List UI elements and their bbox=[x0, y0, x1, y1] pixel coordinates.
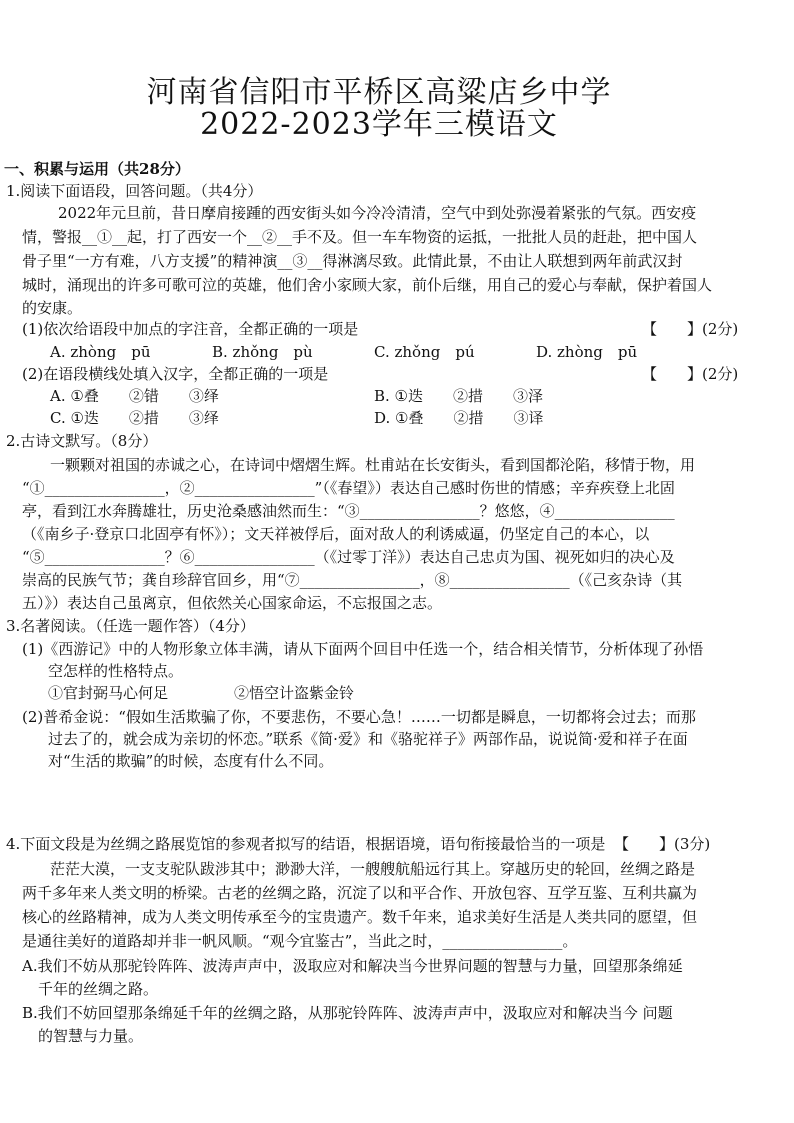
q4-option-b-line: 的智慧与力量。 bbox=[38, 1027, 144, 1045]
q4-score: 【 】(3分) bbox=[614, 835, 711, 853]
q1-sub1-option-b: B. zhǒng pù bbox=[212, 343, 313, 361]
q1-sub2: (2)在语段横线处填入汉字，全都正确的一项是 bbox=[22, 365, 329, 383]
q4-passage-line: 核心的丝路精神，成为人类文明传承至今的宝贵遗产。数千年来，追求美好生活是人类共同的愿望，但 bbox=[22, 908, 698, 926]
q4-passage-line: 两千多年来人类文明的桥梁。古老的丝绸之路，沉淀了以和平合作、开放包容、互学互鉴、互利共赢为 bbox=[22, 884, 698, 902]
q1-passage-line: 的安康。 bbox=[22, 299, 83, 317]
q3-option-1: ①官封弼马心何足 bbox=[48, 684, 169, 702]
q1-sub1: (1)依次给语段中加点的字注音，全都正确的一项是 bbox=[22, 320, 359, 338]
q1-sub1-option-c: C. zhǒng pú bbox=[374, 343, 475, 361]
q1-sub2-score: 【 】(2分) bbox=[642, 365, 739, 383]
q1-sub2-option-d: D. ①叠 ②措 ③译 bbox=[374, 409, 544, 427]
q1-sub2-option-b: B. ①迭 ②措 ③泽 bbox=[374, 387, 544, 405]
q4-passage-line: 茫茫大漠，一支支驼队跋涉其中；渺渺大洋，一艘艘航船远行其上。穿越历史的轮回，丝绸之路是 bbox=[50, 860, 696, 878]
q1-sub1-option-a: A. zhòng pū bbox=[50, 343, 151, 361]
exam-title: 2022-2023学年三模语文 bbox=[200, 107, 558, 142]
q3-sub2-line: (2)普希金说：“假如生活欺骗了你，不要悲伤，不要心急！……一切都是瞬息，一切都将会过去；而那 bbox=[22, 708, 696, 726]
q1-passage-line: 骨子里“一方有难，八方支援”的精神演__③__得淋漓尽致。此情此景，不由让人联想到两年前武汉封 bbox=[22, 252, 683, 270]
q2-line: （《南乡子·登京口北固亭有怀》）；文天祥被俘后，面对敌人的利诱威逼，仍坚定自己的本心，以 bbox=[22, 525, 650, 543]
q1-stem: 1.阅读下面语段，回答问题。（共4分） bbox=[6, 182, 263, 200]
q1-passage-line: 情，警报__①__起，打了西安一个__②__手不及。但一车车物资的运抵，一批批人员的赶赴，把中国人 bbox=[22, 228, 698, 246]
q1-sub2-option-a: A. ①叠 ②错 ③绎 bbox=[50, 387, 219, 405]
q2-stem: 2.古诗文默写。（8分） bbox=[6, 432, 158, 450]
q2-line: “⑤________________？⑥________________（《过零丁洋》）表达自己忠贞为国、视死如归的决心及 bbox=[22, 548, 675, 566]
q3-sub1-line: (1)《西游记》中的人物形象立体丰满，请从下面两个回目中任选一个，结合相关情节，分析体现了孙悟 bbox=[22, 640, 704, 658]
q1-sub1-score: 【 】(2分) bbox=[642, 320, 739, 338]
q3-stem: 3.名著阅读。（任选一题作答）（4分） bbox=[6, 617, 255, 635]
q3-option-2: ②悟空计盗紫金铃 bbox=[234, 684, 355, 702]
section-heading: 一、积累与运用（共28分） bbox=[4, 160, 190, 178]
q4-option-a-line: 千年的丝绸之路。 bbox=[38, 980, 159, 998]
q1-passage-line: 城时，涌现出的许多可歌可泣的英雄，他们舍小家顾大家，前仆后继，用自己的爱心与奉献，保护着国人 bbox=[22, 276, 713, 294]
q3-sub2-line: 对“生活的欺骗”的时候，态度有什么不同。 bbox=[48, 752, 334, 770]
q4-option-a-line: A.我们不妨从那驼铃阵阵、波涛声声中，汲取应对和解决当今世界问题的智慧与力量，回望那条绵延 bbox=[22, 957, 683, 975]
q2-line: 亭，看到江水奔腾雄壮，历史沧桑感油然而生：“③________________？悠悠，④________________ bbox=[22, 502, 675, 520]
q1-passage-line: 2022年元旦前，昔日摩肩接踵的西安街头如今冷冷清清，空气中到处弥漫着紧张的气氛。西安疫 bbox=[58, 204, 697, 222]
school-title: 河南省信阳市平桥区高粱店乡中学 bbox=[146, 75, 612, 110]
q4-stem: 4.下面文段是为丝绸之路展览馆的参观者拟写的结语，根据语境，语句衔接最恰当的一项是 bbox=[6, 835, 606, 853]
q2-line: 崇高的民族气节；龚自珍辞官回乡，用“⑦________________，⑧________________（《己亥杂诗（其 bbox=[22, 571, 683, 589]
q1-sub1-option-d: D. zhòng pū bbox=[536, 343, 638, 361]
q4-option-b-line: B.我们不妨回望那条绵延千年的丝绸之路，从那驼铃阵阵、波涛声声中，汲取应对和解决当今 问题 bbox=[22, 1004, 673, 1022]
q1-sub2-option-c: C. ①迭 ②措 ③绎 bbox=[50, 409, 219, 427]
q2-line: 五）》）表达自己虽离京，但依然关心国家命运，不忘报国之志。 bbox=[22, 594, 443, 612]
q2-line: “①________________，②________________”（《春望》）表达自己感时伤世的情感；辛弃疾登上北固 bbox=[22, 479, 675, 497]
q3-sub1-line: 空怎样的性格特点。 bbox=[48, 662, 184, 680]
q2-line: 一颗颗对祖国的赤诚之心，在诗词中熠熠生辉。杜甫站在长安街头，看到国都沦陷，移情于物，用 bbox=[50, 456, 696, 474]
q3-sub2-line: 过去了的，就会成为亲切的怀恋。”联系《简·爱》和《骆驼祥子》两部作品，说说简·爱和祥子在面 bbox=[48, 730, 688, 748]
q4-passage-line: 是通往美好的道路却并非一帆风顺。“观今宜鉴古”，当此之时，________________。 bbox=[22, 932, 578, 950]
